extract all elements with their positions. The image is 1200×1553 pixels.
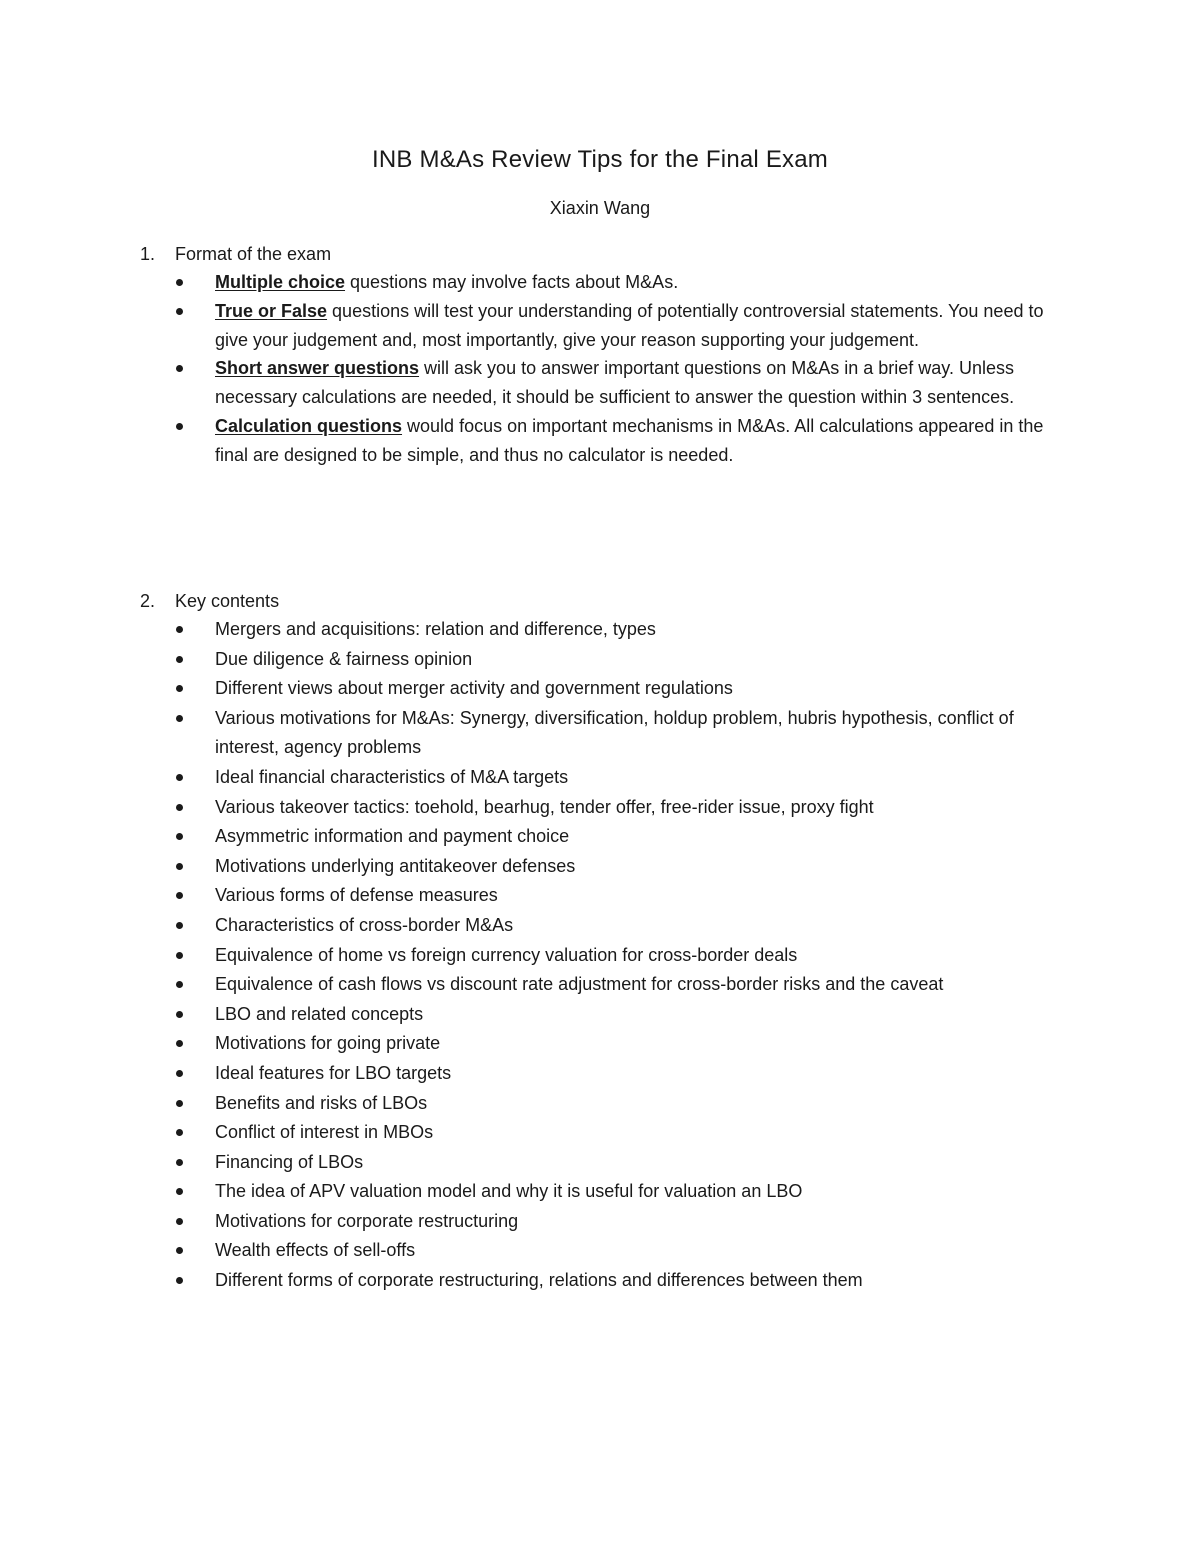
section-key-contents: [140, 587, 1070, 1296]
list-item-text: Ideal features for LBO targets: [215, 1062, 452, 1083]
list-item: [140, 412, 1070, 470]
bullet-icon: [176, 1129, 183, 1136]
bullet-icon: [176, 656, 183, 663]
list-item-text: The idea of APV valuation model and why it is useful for valuation an LBO: [215, 1181, 803, 1202]
bullet-icon: [176, 804, 183, 811]
list-item-text: Characteristics of cross-border M&As: [215, 914, 514, 935]
question-type-term: Multiple choice: [215, 272, 346, 292]
section-number: 2.: [140, 591, 156, 611]
document-title: INB M&As Review Tips for the Final Exam: [372, 146, 828, 173]
list-item-text: Benefits and risks of LBOs: [215, 1092, 428, 1113]
list-item: [140, 645, 1070, 675]
question-type-description: questions may involve facts about M&As.: [345, 272, 679, 292]
list-item-text: Various forms of defense measures: [215, 885, 498, 906]
list-item-text: Various takeover tactics: toehold, bearhug, tender offer, free-rider issue, proxy fight: [215, 796, 874, 817]
question-type-description: questions will test your understanding of potentially controversial statements. You need to give your judgement and, most importantly, give your reason supporting your judgement.: [215, 300, 1044, 350]
question-type-description: will ask you to answer important questions on M&As in a brief way. Unless necessary calculations are needed, it should be sufficient to answer the question within 3 sentences.: [215, 358, 1015, 408]
question-type-term: Short answer questions: [215, 358, 420, 379]
list-item-text: Motivations for corporate restructuring: [215, 1210, 519, 1231]
list-item-text: Mergers and acquisitions: relation and difference, types: [215, 619, 656, 639]
bullet-icon: [176, 922, 183, 929]
bullet-icon: [176, 715, 183, 722]
question-type-term: True or False: [215, 300, 328, 321]
list-item: [140, 1236, 1070, 1266]
section-title: Key contents: [175, 591, 280, 611]
list-item-text: Ideal financial characteristics of M&A targets: [215, 766, 569, 787]
list-item: [140, 1207, 1070, 1237]
list-item: [140, 1266, 1070, 1296]
bullet-icon: [176, 1011, 183, 1018]
list-item: [140, 970, 1070, 1000]
section-exam-format: [140, 240, 1070, 470]
list-item-text: Various motivations for M&As: Synergy, diversification, holdup problem, hubris hypothesis, conflict of interest, agency problems: [215, 707, 1014, 758]
list-item: [140, 911, 1070, 941]
question-type-term: Calculation questions: [215, 415, 403, 436]
section-heading: [140, 240, 1070, 268]
bullet-icon: [176, 981, 183, 988]
document-author: Xiaxin Wang: [549, 198, 651, 218]
bullet-icon: [176, 892, 183, 899]
bullet-icon: [176, 1070, 183, 1077]
list-item: [140, 1089, 1070, 1119]
list-item: [140, 763, 1070, 793]
bullet-icon: [176, 1247, 183, 1254]
list-item: [140, 1177, 1070, 1207]
list-item-text: Different views about merger activity and government regulations: [215, 678, 733, 699]
bullet-icon: [176, 626, 183, 633]
list-item-text: Motivations underlying antitakeover defenses: [215, 855, 576, 876]
list-item-text: Wealth effects of sell-offs: [215, 1240, 416, 1261]
exam-format-list: [140, 268, 1070, 470]
list-item: [140, 793, 1070, 823]
bullet-icon: [176, 685, 183, 692]
bullet-icon: [176, 774, 183, 781]
list-item: [140, 674, 1070, 704]
list-item: [140, 822, 1070, 852]
list-item-text: Motivations for going private: [215, 1033, 441, 1054]
bullet-icon: [176, 423, 183, 430]
bullet-icon: [176, 308, 183, 315]
list-item-text: Asymmetric information and payment choice: [215, 826, 570, 847]
bullet-icon: [176, 1277, 183, 1284]
list-item-text: Equivalence of home vs foreign currency valuation for cross-border deals: [215, 944, 798, 965]
bullet-icon: [176, 1188, 183, 1195]
bullet-icon: [176, 1100, 183, 1107]
section-heading: [140, 587, 1070, 615]
list-item: [140, 615, 1070, 645]
list-item-text: LBO and related concepts: [215, 1003, 424, 1024]
list-item: [140, 268, 1070, 297]
list-item-text: Equivalence of cash flows vs discount rate adjustment for cross-border risks and the caveat: [215, 974, 944, 995]
bullet-icon: [176, 1218, 183, 1225]
section-number: 1.: [140, 244, 156, 264]
list-item: [140, 354, 1070, 412]
list-item: [140, 1000, 1070, 1030]
bullet-icon: [176, 952, 183, 959]
list-item: [140, 1059, 1070, 1089]
bullet-icon: [176, 833, 183, 840]
list-item: [140, 1029, 1070, 1059]
section-title: Format of the exam: [175, 244, 332, 264]
bullet-icon: [176, 863, 183, 870]
bullet-icon: [176, 1159, 183, 1166]
list-item: [140, 704, 1070, 763]
question-type-description: would focus on important mechanisms in M&As. All calculations appeared in the final are designed to be simple, and thus no calculator is needed.: [215, 415, 1044, 465]
list-item-text: Conflict of interest in MBOs: [215, 1122, 434, 1143]
list-item: [140, 941, 1070, 971]
list-item: [140, 297, 1070, 355]
list-item: [140, 1148, 1070, 1178]
bullet-icon: [176, 279, 183, 286]
list-item-text: Financing of LBOs: [215, 1151, 364, 1172]
bullet-icon: [176, 365, 183, 372]
list-item: [140, 881, 1070, 911]
list-item-text: Due diligence & fairness opinion: [215, 648, 473, 669]
list-item: [140, 1118, 1070, 1148]
key-contents-list: [140, 615, 1070, 1296]
list-item: [140, 852, 1070, 882]
bullet-icon: [176, 1040, 183, 1047]
list-item-text: Different forms of corporate restructuring, relations and differences between them: [215, 1270, 863, 1291]
